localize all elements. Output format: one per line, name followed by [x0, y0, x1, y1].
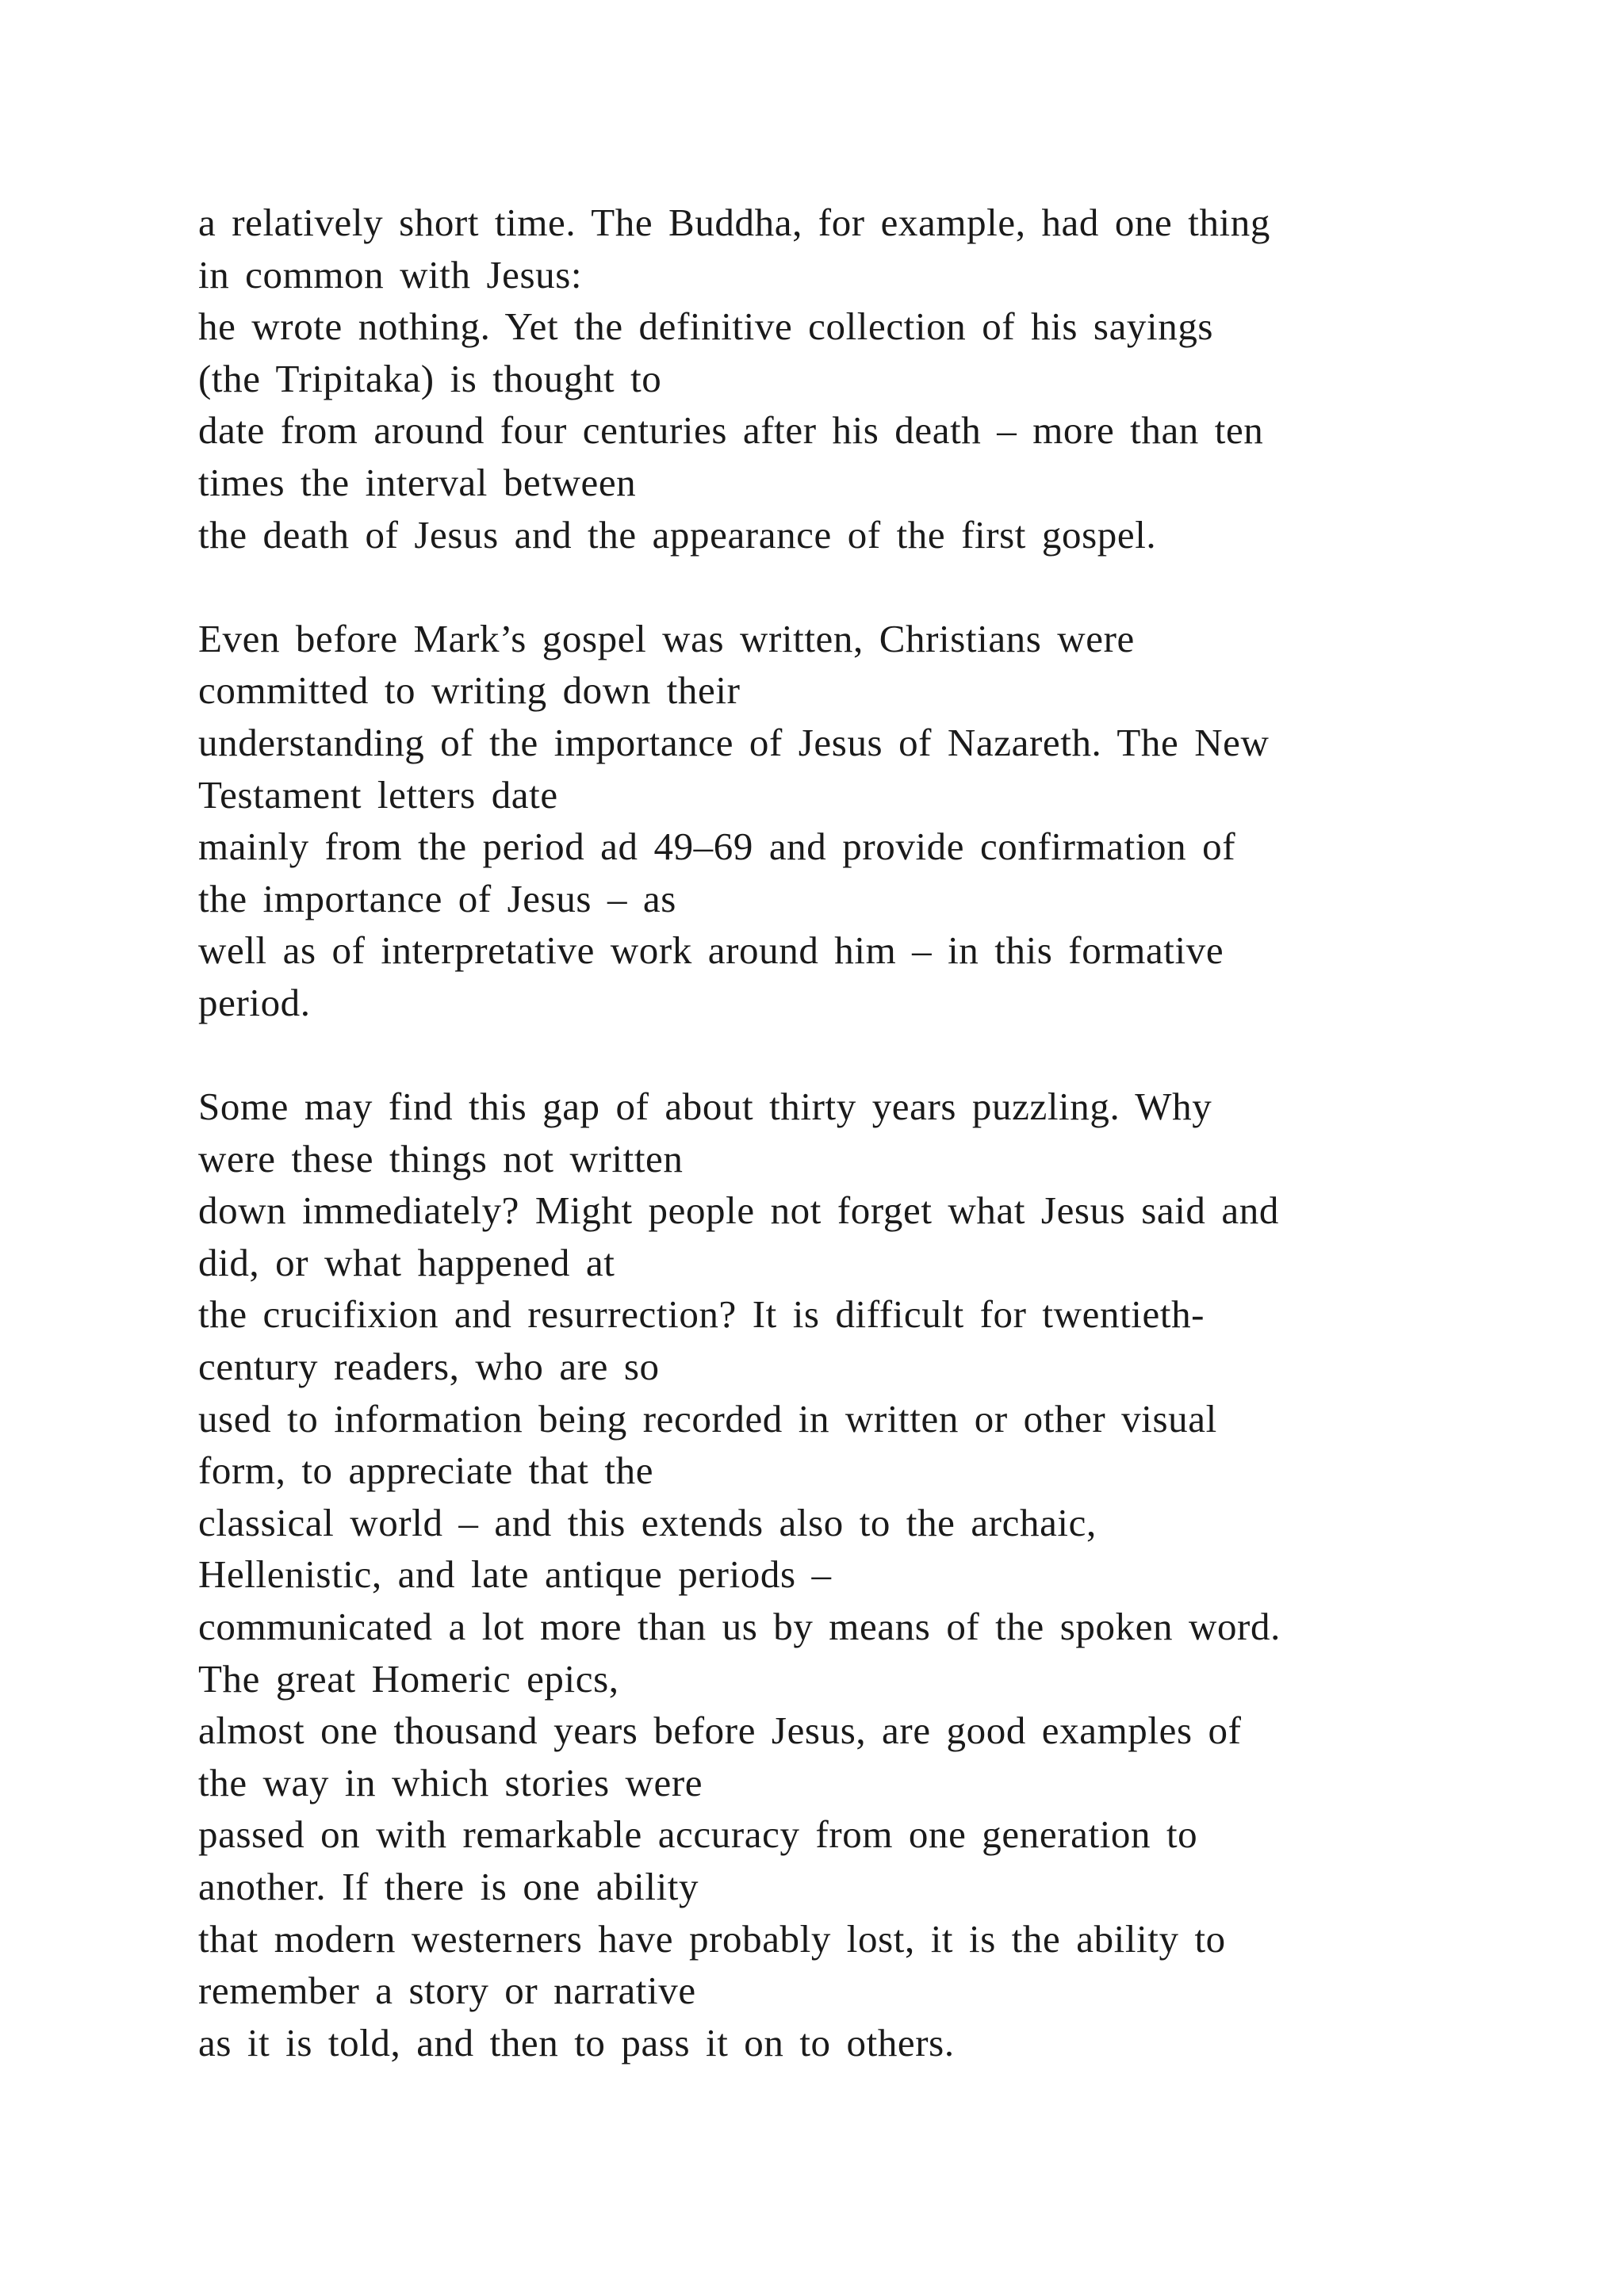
text-line: the way in which stories were — [198, 1760, 703, 1804]
text-line: Even before Mark’s gospel was written, Christians were — [198, 616, 1135, 660]
body-text — [198, 197, 1507, 2068]
text-line: another. If there is one ability — [198, 1865, 699, 1908]
text-line: classical world – and this extends also to the archaic, — [198, 1500, 1097, 1544]
text-line: as it is told, and then to pass it on to others. — [198, 2020, 955, 2064]
text-line: times the interval between — [198, 460, 637, 504]
text-line: (the Tripitaka) is thought to — [198, 356, 662, 400]
text-line: form, to appreciate that the — [198, 1448, 654, 1493]
text-line: communicated a lot more than us by means of the spoken word. — [198, 1605, 1281, 1649]
paragraph-gap — [198, 561, 1507, 613]
text-line: Some may find this gap of about thirty years puzzling. Why — [198, 1085, 1212, 1129]
text-line: understanding of the importance of Jesus of Nazareth. The New — [198, 720, 1270, 764]
text-line: date from around four centuries after his death – more than ten — [198, 408, 1264, 453]
text-line: well as of interpretative work around him – in this formative — [198, 928, 1224, 973]
text-line: the crucifixion and resurrection? It is difficult for twentieth- — [198, 1292, 1205, 1337]
text-line: period. — [198, 980, 311, 1024]
text-line: did, or what happened at — [198, 1240, 615, 1284]
text-line: in common with Jesus: — [198, 252, 583, 297]
text-line: almost one thousand years before Jesus, are good examples of — [198, 1709, 1242, 1753]
text-line: remember a story or narrative — [198, 1969, 696, 2013]
text-line: he wrote nothing. Yet the definitive collection of his sayings — [198, 304, 1214, 349]
text-line: passed on with remarkable accuracy from one generation to — [198, 1812, 1198, 1857]
text-line: down immediately? Might people not forget what Jesus said and — [198, 1188, 1279, 1233]
text-line: a relatively short time. The Buddha, for example, had one thing — [198, 201, 1270, 244]
text-line: Testament letters date — [198, 772, 558, 817]
text-line: mainly from the period ad 49–69 and provide confirmation of — [198, 825, 1236, 869]
text-line: used to information being recorded in written or other visual — [198, 1396, 1217, 1441]
text-line: The great Homeric epics, — [198, 1656, 619, 1701]
text-line: were these things not written — [198, 1136, 684, 1181]
text-line: century readers, who are so — [198, 1345, 660, 1389]
text-line: committed to writing down their — [198, 668, 741, 713]
text-line: the importance of Jesus – as — [198, 876, 676, 920]
paragraph-gap — [198, 1029, 1507, 1081]
text-line: the death of Jesus and the appearance of the first gospel. — [198, 512, 1157, 557]
text-line: that modern westerners have probably lost, it is the ability to — [198, 1916, 1226, 1961]
text-line: Hellenistic, and late antique periods – — [198, 1552, 832, 1597]
